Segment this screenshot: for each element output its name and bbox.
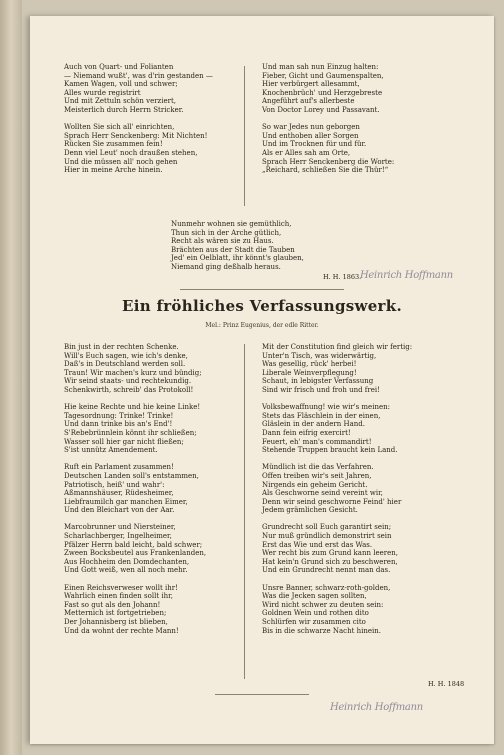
verse-line: Liberale Weinverpflegung! <box>262 368 357 377</box>
verse-line: Wird nicht schwer zu deuten sein: <box>262 600 384 609</box>
verse-line: Patriotisch, heiß' und wahr': <box>64 480 165 489</box>
stanza <box>262 584 412 636</box>
stanza <box>262 63 394 115</box>
verse-line: Goldnen Wein und rothen dito <box>262 609 369 618</box>
verse-line: Pfälzer Herrn bald leicht, bald schwer; <box>64 540 203 549</box>
verse-line: Mit der Constitution find gleich wir fertig: <box>262 343 413 351</box>
verse-line: Scharlachberger, Ingelheimer, <box>64 532 172 541</box>
verse-line: Zween Bocksbeutel aus Frankenlanden, <box>64 549 207 558</box>
verse-line: Nunmehr wohnen sie gemüthlich, <box>171 220 292 228</box>
stanza <box>64 63 213 115</box>
verse-line: Und mit Zettuln schön verziert, <box>64 97 177 106</box>
column-divider <box>244 344 245 679</box>
poem1-handwritten-signature: Heinrich Hoffmann <box>360 270 453 281</box>
verse-line: Marcobrunner und Niersteiner, <box>64 523 176 532</box>
poem1-signature: H. H. 1863. <box>323 273 362 281</box>
verse-line: S'Rebebrünnlein könnt ihr schließen; <box>64 428 197 437</box>
verse-line: Kamen Wagen, voll und schwer; <box>64 80 178 89</box>
verse-line: Fast so gut als den Johann! <box>64 600 161 609</box>
verse-line: Metternich ist fortgetrieben; <box>64 609 167 618</box>
poem2-right-column <box>262 343 412 644</box>
verse-line: Feuert, eh' man's commandirt! <box>262 437 372 446</box>
verse-line: Auch von Quart- und Folianten <box>64 63 174 71</box>
stanza <box>262 123 394 175</box>
verse-line: — Niemand wußt', was d'rin gestanden — <box>64 71 213 80</box>
stanza <box>262 463 412 515</box>
section-divider <box>180 289 344 290</box>
verse-line: Hat kein'n Grund sich zu beschweren, <box>262 557 398 566</box>
verse-line: Und dann trinke bis an's End'! <box>64 420 173 429</box>
verse-line: Sind wir frisch und froh und frei! <box>262 385 380 394</box>
verse-line: Tagesordnung: Trinke! Trinke! <box>64 411 174 420</box>
verse-line: Gläslein in der andern Hand. <box>262 420 365 429</box>
verse-line: Wir seind staats- und rechtekundig. <box>64 377 192 386</box>
verse-line: Was die Jecken sagen sollten, <box>262 592 367 601</box>
verse-line: S'ist unnütz Amendement. <box>64 446 158 455</box>
verse-line: Schenkwirth, schreib' das Protokoll! <box>64 385 194 394</box>
verse-line: Dann fein eifrig exercirt! <box>262 428 351 437</box>
verse-line: Rücken Sie zusammen fein! <box>64 140 163 149</box>
verse-line: Was gesellig, rück' herbei! <box>262 360 357 369</box>
verse-line: Von Doctor Lorey und Passavant. <box>262 105 380 114</box>
verse-line: Mündlich ist die das Verfahren. <box>262 463 374 472</box>
verse-line: Knochenbrüch' und Herzgebreste <box>262 88 383 97</box>
poem1-left-column <box>64 63 213 183</box>
end-divider <box>215 694 309 695</box>
stanza <box>64 584 206 636</box>
verse-line: Und Gott weiß, wen all noch mehr. <box>64 566 188 575</box>
verse-line: Unter'n Tisch, was widerwärtig, <box>262 351 377 360</box>
verse-line: Meisterlich durch Herrn Stricker. <box>64 105 184 114</box>
verse-line: „Reichard, schließen Sie die Thür!“ <box>262 166 389 175</box>
verse-line: Will's Euch sagen, wie ich's denke, <box>64 351 188 360</box>
verse-line: Als er Alles sah am Orte, <box>262 148 351 157</box>
verse-line: Und die müssen all' noch gehen <box>64 157 178 166</box>
verse-line: Bis in die schwarze Nacht hinein. <box>262 626 381 635</box>
stanza <box>262 403 412 455</box>
verse-line: Ruft ein Parlament zusammen! <box>64 463 174 472</box>
poem2-title: Ein fröhliches Verfassungswerk. <box>122 297 402 315</box>
book-spine-edge <box>0 0 22 755</box>
column-divider <box>244 66 245 206</box>
verse-line: Aßmannshäuser, Rüdesheimer, <box>64 489 174 498</box>
verse-line: Wollten Sie sich all' einrichten, <box>64 123 175 132</box>
verse-line: Daß's in Deutschland werden soll. <box>64 360 186 369</box>
verse-line: Alles wurde registrirt <box>64 88 141 97</box>
verse-line: Und man sah nun Einzug halten: <box>262 63 379 71</box>
verse-line: Volksbewaffnung! wie wir's meinen: <box>262 403 390 412</box>
verse-line: Offen treiben wir's seit Jahren, <box>262 471 372 480</box>
verse-line: Thun sich in der Arche gütlich, <box>171 228 282 237</box>
verse-line: Angeführt auf's allerbeste <box>262 97 355 106</box>
verse-line: Liebfraumilch gar manchen Eimer, <box>64 497 188 506</box>
poem1-closing-stanza <box>171 220 304 280</box>
verse-line: Als Geschworne seind vereint wir, <box>262 489 383 498</box>
verse-line: Und den Bleichart von der Aar. <box>64 506 175 515</box>
verse-line: Sprach Herr Senckenberg die Worte: <box>262 157 395 166</box>
verse-line: Denn viel Leut' noch draußen stehen, <box>64 148 198 157</box>
verse-line: Stehende Truppen braucht kein Land. <box>262 446 398 455</box>
poem2-melody-note: Mel.: Prinz Eugenius, der edle Ritter. <box>205 322 319 329</box>
verse-line: Bin just in der rechten Schenke. <box>64 343 179 351</box>
verse-line: Und da wohnt der rechte Mann! <box>64 626 179 635</box>
verse-line: Und ein Grundrecht nennt man das. <box>262 566 391 575</box>
verse-line: Jedem grämlichen Gesicht. <box>262 506 358 515</box>
verse-line: Nirgends ein geheim Gericht. <box>262 480 368 489</box>
poem2-handwritten-signature: Heinrich Hoffmann <box>330 702 423 713</box>
verse-line: Schlürfen wir zusammen cito <box>262 618 366 626</box>
stanza <box>64 403 206 455</box>
stanza <box>171 220 304 272</box>
verse-line: Einen Reichsverweser wollt ihr! <box>64 583 178 592</box>
book-page <box>30 16 494 744</box>
verse-line: Fieber, Gicht und Gaumenspalten, <box>262 71 384 80</box>
poem2-left-column <box>64 343 206 644</box>
verse-line: Traun! Wir machen's kurz und bündig; <box>64 368 202 377</box>
verse-line: Der Johannisberg ist blieben, <box>64 618 168 626</box>
verse-line: Aus Hochheim den Domdechanten, <box>64 557 190 566</box>
verse-line: Erst das Wie und erst das Was. <box>262 540 373 549</box>
verse-line: Hie keine Rechte und hie keine Linke! <box>64 403 201 412</box>
verse-line: Brächten aus der Stadt die Tauben <box>171 245 295 254</box>
verse-line: Hier in meine Arche hinein. <box>64 166 163 175</box>
verse-line: Deutschen Landen soll's entstammen, <box>64 471 199 480</box>
verse-line: Denn wir seind geschworne Feind' hier <box>262 497 402 506</box>
stanza <box>262 523 412 575</box>
verse-line: Wer recht bis zum Grund kann leeren, <box>262 549 398 558</box>
verse-line: Jed' ein Oelblatt, ihr könnt's glauben, <box>171 254 304 263</box>
verse-line: Sprach Herr Senckenberg: Mit Nichten! <box>64 131 208 140</box>
stanza <box>64 523 206 575</box>
poem1-right-column <box>262 63 394 183</box>
verse-line: Niemand ging deßhalb heraus. <box>171 262 281 271</box>
stanza <box>64 123 213 175</box>
verse-line: Wahrlich einen finden sollt ihr, <box>64 592 173 601</box>
verse-line: Und im Trocknen für und für. <box>262 140 367 149</box>
verse-line: Schaut, in lebigster Verfassung <box>262 377 374 386</box>
stanza <box>64 463 206 515</box>
stanza <box>262 343 412 395</box>
stanza <box>64 343 206 395</box>
verse-line: Grundrecht soll Euch garantirt sein; <box>262 523 392 532</box>
verse-line: Wasser soll hier gar nicht fließen; <box>64 437 184 446</box>
verse-line: Unsre Banner, schwarz-roth-golden, <box>262 583 391 592</box>
verse-line: Stets das Fläschlein in der einen, <box>262 411 381 420</box>
verse-line: Nur muß gründlich demonstrirt sein <box>262 532 392 541</box>
poem2-signature: H. H. 1848 <box>428 680 465 688</box>
verse-line: So war Jedes nun geborgen <box>262 123 360 132</box>
verse-line: Hier verbürgert allesammt, <box>262 80 360 89</box>
verse-line: Recht als wären sie zu Haus. <box>171 237 274 246</box>
verse-line: Und enthoben aller Sorgen <box>262 131 359 140</box>
